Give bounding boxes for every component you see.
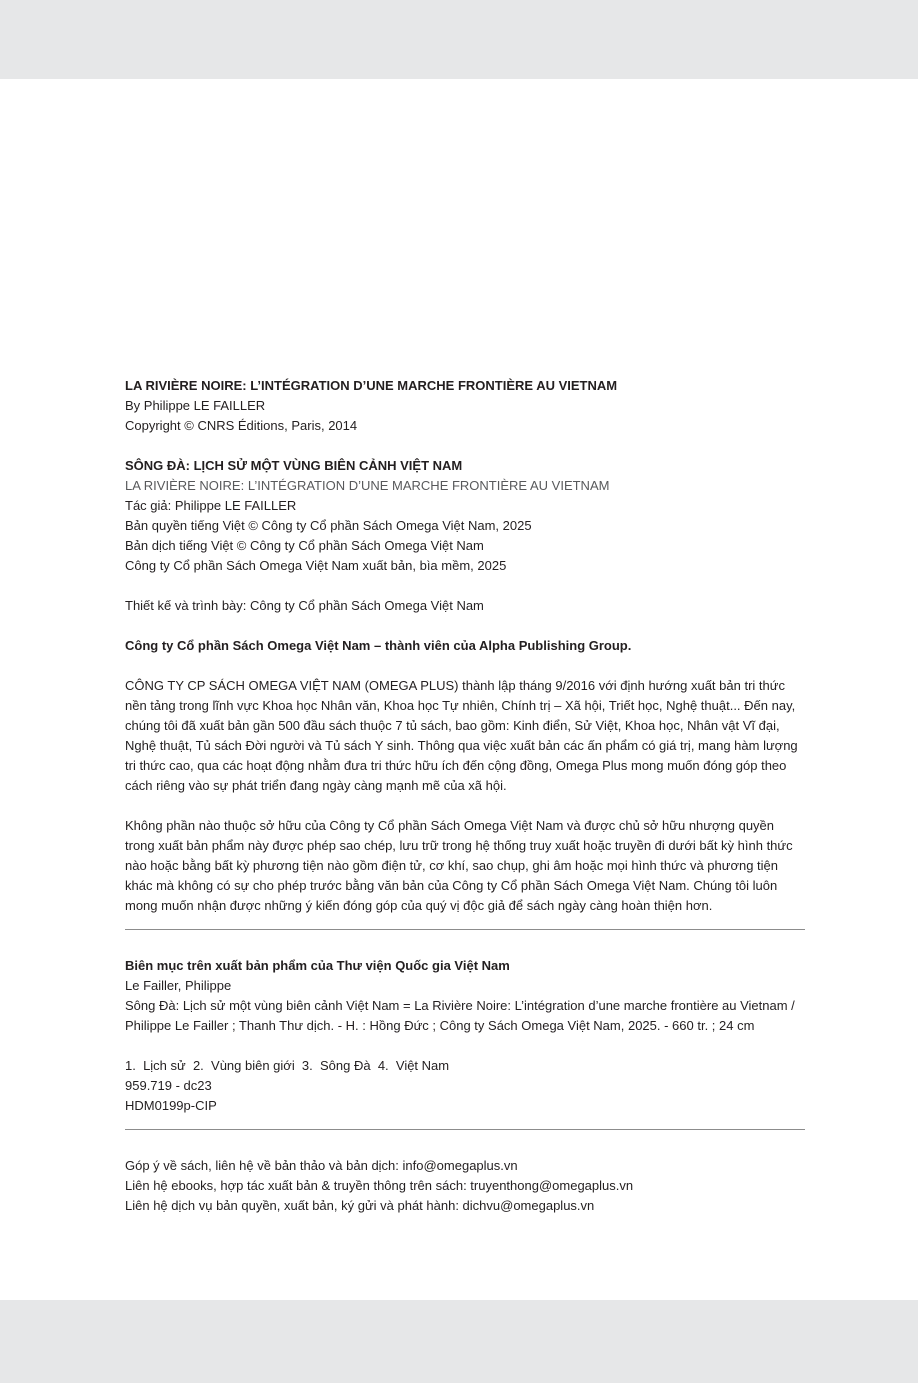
member-statement: Công ty Cổ phần Sách Omega Việt Nam – thành viên của Alpha Publishing Group. (125, 638, 632, 653)
divider-bottom (125, 1129, 805, 1130)
cataloging-description: Sông Đà: Lịch sử một vùng biên cảnh Việt Nam = La Rivière Noire: L’intégration d’une marche frontière au Vietnam / Philippe Le Failler ; Thanh Thư dịch. - H. : Hồng Đức ; Công ty Sách Omega Việt Nam, 2025. - 660 tr. ; 24 cm (125, 998, 795, 1033)
copyright-page (0, 79, 918, 1300)
vietnamese-copyright: Bản quyền tiếng Việt © Công ty Cổ phần Sách Omega Việt Nam, 2025 (125, 518, 532, 533)
original-author: By Philippe LE FAILLER (125, 398, 266, 413)
vietnamese-original-title: LA RIVIÈRE NOIRE: L’INTÉGRATION D’UNE MARCHE FRONTIÈRE AU VIETNAM (125, 478, 610, 493)
about-paragraph: CÔNG TY CP SÁCH OMEGA VIỆT NAM (OMEGA PLUS) thành lập tháng 9/2016 với định hướng xuất bản tri thức nền tảng trong lĩnh vực Khoa học Nhân văn, Khoa học Tự nhiên, Chính trị – Xã hội, Triết học, Nghệ thuật... Đến nay, chúng tôi đã xuất bản gần 500 đầu sách thuộc 7 tủ sách, bao gồm: Kinh điển, Sử Việt, Khoa học, Nhân vật Vĩ đại, Nghệ thuật, Tủ sách Đời người và Tủ sách Y sinh. Thông qua việc xuất bản các ấn phẩm có giá trị, mang hàm lượng tri thức cao, qua các hoạt động nhằm đưa tri thức hữu ích đến cộng đồng, Omega Plus mong muốn đóng góp theo cách riêng vào sự phát triển đang ngày càng mạnh mẽ của xã hội. (125, 678, 798, 793)
cataloging-subjects: 1. Lịch sử 2. Vùng biên giới 3. Sông Đà 4. Việt Nam (125, 1058, 450, 1073)
original-title: LA RIVIÈRE NOIRE: L’INTÉGRATION D’UNE MARCHE FRONTIÈRE AU VIETNAM (125, 378, 618, 393)
vietnamese-title: SÔNG ĐÀ: LỊCH SỬ MỘT VÙNG BIÊN CẢNH VIỆT NAM (125, 458, 463, 473)
copyright-content (125, 376, 805, 1216)
vietnamese-edition: Công ty Cổ phần Sách Omega Việt Nam xuất bản, bìa mềm, 2025 (125, 558, 507, 573)
design-credit: Thiết kế và trình bày: Công ty Cổ phần Sách Omega Việt Nam (125, 598, 484, 613)
vietnamese-author: Tác giả: Philippe LE FAILLER (125, 498, 297, 513)
original-copyright: Copyright © CNRS Éditions, Paris, 2014 (125, 418, 358, 433)
cataloging-heading: Biên mục trên xuất bản phẩm của Thư viện Quốc gia Việt Nam (125, 958, 510, 973)
cataloging-classification: 959.719 - dc23 (125, 1078, 212, 1093)
contact-feedback: Góp ý về sách, liên hệ về bản thảo và bản dịch: info@omegaplus.vn (125, 1158, 518, 1173)
contact-rights-service: Liên hệ dịch vụ bản quyền, xuất bản, ký gửi và phát hành: dichvu@omegaplus.vn (125, 1198, 595, 1213)
cataloging-cip-code: HDM0199p-CIP (125, 1098, 217, 1113)
vietnamese-translation-rights: Bản dịch tiếng Việt © Công ty Cổ phần Sách Omega Việt Nam (125, 538, 484, 553)
cataloging-author: Le Failler, Philippe (125, 978, 232, 993)
rights-paragraph: Không phần nào thuộc sở hữu của Công ty Cổ phần Sách Omega Việt Nam và được chủ sở hữu nhượng quyền trong xuất bản phẩm này được phép sao chép, lưu trữ trong hệ thống truy xuất hoặc truyền đi dưới bất kỳ hình thức nào hoặc bằng bất kỳ phương tiện nào gồm điện tử, cơ khí, sao chụp, ghi âm hoặc mọi hình thức và phương tiện khác mà không có sự cho phép trước bằng văn bản của Công ty Cổ phần Sách Omega Việt Nam. Chúng tôi luôn mong muốn nhận được những ý kiến đóng góp của quý vị độc giả để sách ngày càng hoàn thiện hơn. (125, 818, 793, 913)
divider-top (125, 929, 805, 930)
contact-ebooks: Liên hệ ebooks, hợp tác xuất bản & truyền thông trên sách: truyenthong@omegaplus.vn (125, 1178, 634, 1193)
